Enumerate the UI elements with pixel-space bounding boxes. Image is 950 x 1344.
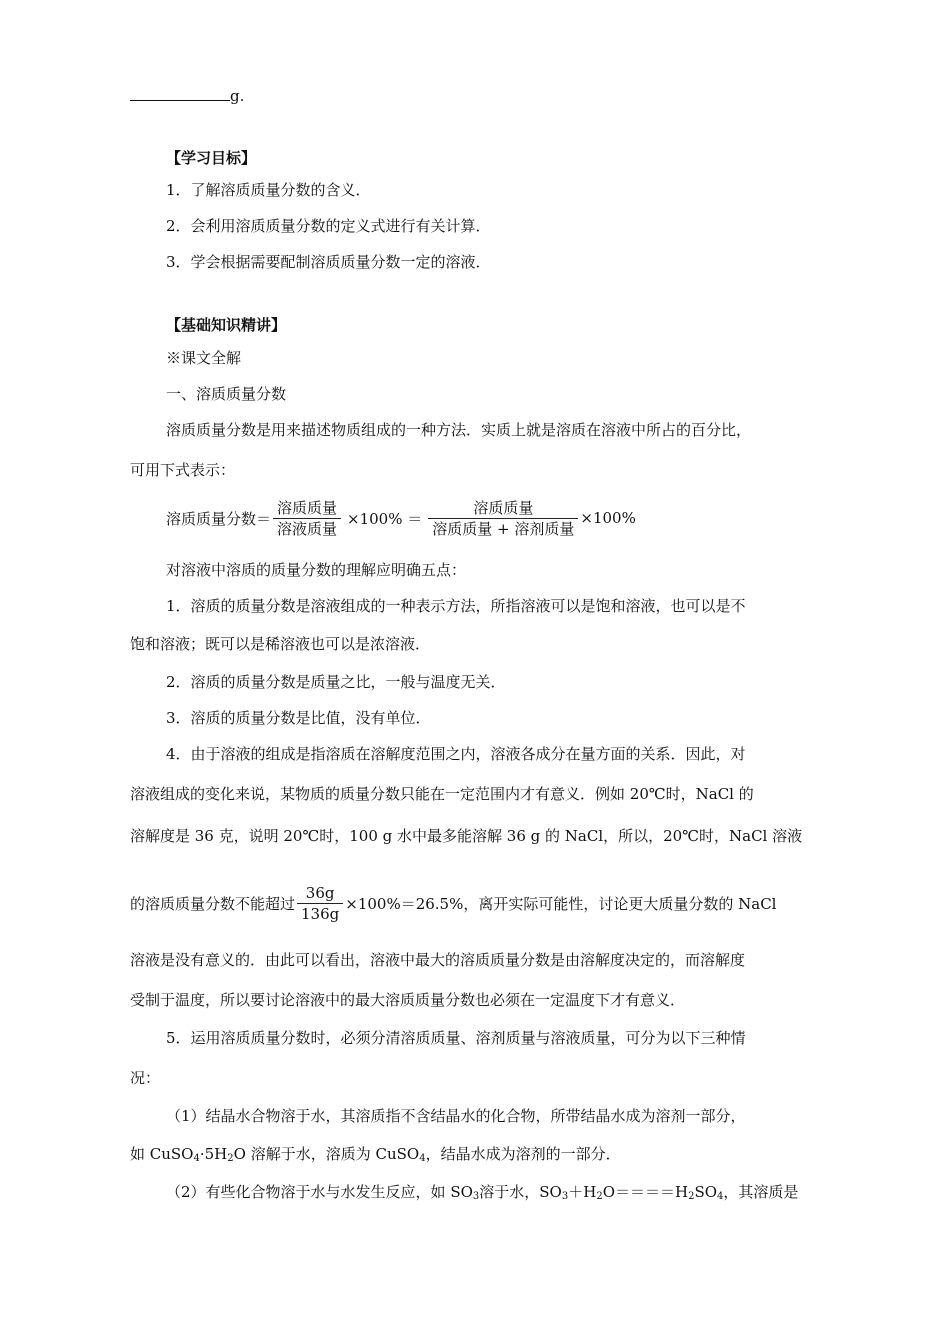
paragraph-line: 可用下式表示： [130,461,236,479]
paragraph-line: 5．运用溶质质量分数时，必须分清溶质质量、溶剂质量与溶液质量，可分为以下三种情 [166,1029,746,1047]
paragraph-line: 溶液是没有意义的．由此可以看出，溶液中最大的溶质质量分数是由溶解度决定的，而溶解度 [130,951,746,969]
subheading-text-explanation: ※课文全解 [166,349,242,367]
paragraph-line: 4．由于溶液的组成是指溶质在溶解度范围之内，溶液各成分在量方面的关系．因此，对 [166,745,746,763]
paragraph-line-with-fraction: 的溶质质量分数不能超过 $\frac{36g}{136g}$ ×100%＝26.5%，离开实际可能性，讨论更大质量分数的 NaCl [130,883,777,923]
paragraph-line: 如 $CuSO_4\cdot 5H_2O$ 溶解于水，溶质为 CuSO$_4$，结晶水成为溶剂的一部分． [130,1145,621,1164]
paragraph-line: 对溶液中溶质的质量分数的理解应明确五点： [166,561,467,579]
objective-item: 2．会利用溶质质量分数的定义式进行有关计算． [166,217,491,235]
fraction: $\frac{\text{溶质质量}}{\text{溶质质量 + 溶剂质量}}$ [428,499,578,538]
paragraph-line: 1．溶质的质量分数是溶液组成的一种表示方法，所指溶液可以是饱和溶液，也可以是不 [166,597,746,615]
fill-in-blank[interactable] [130,86,230,101]
paragraph-line: 饱和溶液；既可以是稀溶液也可以是浓溶液． [130,635,431,653]
paragraph-line: 3．溶质的质量分数是比值，没有单位． [166,709,431,727]
mass-fraction-formula: 溶质质量分数＝ $\frac{\text{溶质质量}}{\text{溶液质量}}$ ×100% ＝ $\frac{\text{溶质质量}}{\text{溶质质量 + 溶剂质量}}$ ×100% [166,498,636,538]
paragraph-line: 溶解度是 36 克，说明 20℃时，100 g 水中最多能溶解 36 g 的 NaCl，所以，20℃时，NaCl 溶液 [130,827,803,845]
objective-item: 3．学会根据需要配制溶质质量分数一定的溶液． [166,253,491,271]
objectives-heading: 【学习目标】 [166,149,257,167]
section-title: 一、溶质质量分数 [166,385,287,403]
paragraph-line: 溶液组成的变化来说，某物质的质量分数只能在一定范围内才有意义．例如 20℃时，NaCl 的 [130,785,754,803]
paragraph-line: 况： [130,1069,161,1087]
paragraph-line: （2）有些化合物溶于水与水发生反应，如 $SO_3$溶于水，$SO_3+H_2O====H_2SO_4$，其溶质是 [166,1183,799,1202]
fraction: $\frac{\text{溶质质量}}{\text{溶液质量}}$ [273,499,341,538]
knowledge-heading: 【基础知识精讲】 [166,316,287,334]
paragraph-line: 受制于温度，所以要讨论溶液中的最大溶质质量分数也必须在一定温度下才有意义． [130,991,686,1009]
paragraph-line: 2．溶质的质量分数是质量之比，一般与温度无关． [166,673,506,691]
objective-item: 1．了解溶质质量分数的含义． [166,181,371,199]
fraction: $\frac{36g}{136g}$ [297,884,343,923]
paragraph-line: 溶质质量分数是用来描述物质组成的一种方法．实质上就是溶质在溶液中所占的百分比， [166,421,752,439]
paragraph-line: （1）结晶水合物溶于水，其溶质指不含结晶水的化合物，所带结晶水成为溶剂一部分， [166,1107,746,1125]
answer-blank-line: g. [130,86,244,106]
